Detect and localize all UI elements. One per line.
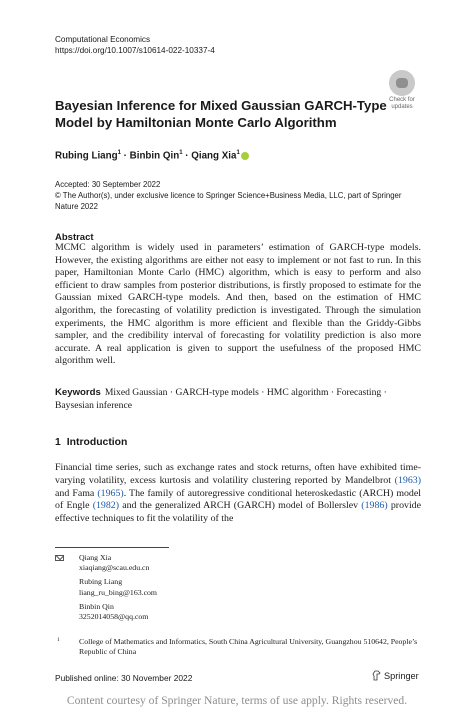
- crossmark-icon: [389, 70, 415, 96]
- section-heading: [55, 437, 127, 448]
- contact-entry: [55, 553, 157, 573]
- citation-link[interactable]: (1986): [361, 500, 388, 512]
- affiliation-mark: 1: [117, 150, 121, 156]
- journal-header: [55, 34, 215, 56]
- affiliation-mark: 1: [236, 150, 240, 156]
- mail-icon: [55, 555, 64, 561]
- contact-name: Binbin Qin: [79, 601, 114, 611]
- intro-text: and the generalized ARCH (GARCH) model of Bollerslev: [119, 500, 362, 512]
- section-title: Introduction: [66, 437, 128, 448]
- article-dates: [55, 180, 425, 212]
- keywords-text: Mixed Gaussian · GARCH-type models · HMC algorithm · Forecasting · Baysesian inference: [55, 387, 387, 411]
- contact-list: [55, 553, 157, 626]
- watermark-notice: Content courtesy of Springer Nature, terms of use apply. Rights reserved.: [66, 694, 408, 707]
- section-number: 1: [55, 437, 61, 448]
- citation-link[interactable]: (1963): [394, 474, 421, 486]
- contact-name: Qiang Xia: [79, 553, 112, 562]
- orcid-icon[interactable]: [241, 152, 249, 160]
- accepted-date: Accepted: 30 September 2022: [55, 180, 161, 189]
- contact-entry: [55, 602, 157, 622]
- springer-horse-icon: [372, 670, 381, 681]
- citation-link[interactable]: (1965): [97, 487, 124, 499]
- keywords-label: Keywords: [55, 387, 101, 398]
- citation-link[interactable]: (1982): [92, 500, 120, 512]
- affiliation-mark: 1: [179, 150, 183, 156]
- publisher-name: Springer: [384, 671, 419, 681]
- contact-name: Rubing Liang: [79, 577, 123, 587]
- intro-text: provide effective techniques to fit the volatility of the: [55, 500, 422, 525]
- author-name[interactable]: Rubing Liang: [55, 150, 118, 162]
- contact-email[interactable]: liang_ru_bing@163.com: [79, 587, 157, 597]
- abstract-heading: Abstract: [55, 232, 94, 243]
- copyright-notice: © The Author(s), under exclusive licence to Springer Science+Business Media, LLC, part of Springer Nature 2022: [55, 190, 402, 211]
- contact-email[interactable]: xiaqiang@scau.edu.cn: [79, 563, 150, 573]
- crossmark-label: Check for updates: [389, 97, 415, 110]
- contact-email[interactable]: 3252014058@qq.com: [79, 612, 149, 622]
- journal-name: Computational Economics: [55, 35, 151, 44]
- affiliation-footnote: [55, 637, 425, 657]
- intro-text: . The family of autoregressive conditional heteroskedastic (ARCH) model of Engle: [55, 487, 421, 512]
- publisher-logo[interactable]: [372, 670, 419, 681]
- contact-entry: [55, 577, 157, 597]
- keywords: [55, 386, 421, 412]
- author-separator: ·: [120, 150, 130, 162]
- author-name[interactable]: Binbin Qin: [129, 150, 180, 162]
- author-name[interactable]: Qiang Xia: [191, 150, 237, 162]
- published-date: Published online: 30 November 2022: [55, 673, 193, 683]
- abstract-text: MCMC algorithm is widely used in parameters’ estimation of GARCH-type models. However, the existing algorithms are either not easy to implement or not fast to run. In this paper, Hamiltonian Monte Carlo (HMC) algorithm, which is easy to perform and also efficient to draw samples from posterior distributions, is firstly proposed to estimate for the Gaussian mixed GARCH-type models. And then, based on the estimation of HMC algorithm, the forecasting of volatility prediction is investigated. Through the simulation experiments, the HMC algorithm is more efficient and flexible than the Griddy-Gibbs sampler, and the credibility interval of forecasting for volatility prediction is also more accurate. A real application is given to support the usefulness of the proposed HMC algorithm well.: [55, 242, 421, 367]
- footnote-divider: [55, 547, 169, 548]
- author-separator: ·: [182, 150, 192, 162]
- author-list: [55, 150, 249, 161]
- affiliation-mark: 1: [57, 637, 60, 643]
- doi-link[interactable]: https://doi.org/10.1007/s10614-022-10337-4: [55, 46, 215, 55]
- intro-text: and Fama: [55, 487, 98, 499]
- paper-title: Bayesian Inference for Mixed Gaussian GARCH-Type Model by Hamiltonian Monte Carlo Algorithm: [55, 98, 387, 130]
- intro-text: Financial time series, such as exchange rates and stock returns, often have exhibited time-varying volatility, excess kurtosis and volatility clustering reported by Mandelbrot: [55, 462, 421, 486]
- introduction-paragraph: [55, 462, 421, 526]
- affiliation-text: College of Mathematics and Informatics, South China Agricultural University, Guangzhou 510642, People’s Republic of China: [79, 637, 418, 657]
